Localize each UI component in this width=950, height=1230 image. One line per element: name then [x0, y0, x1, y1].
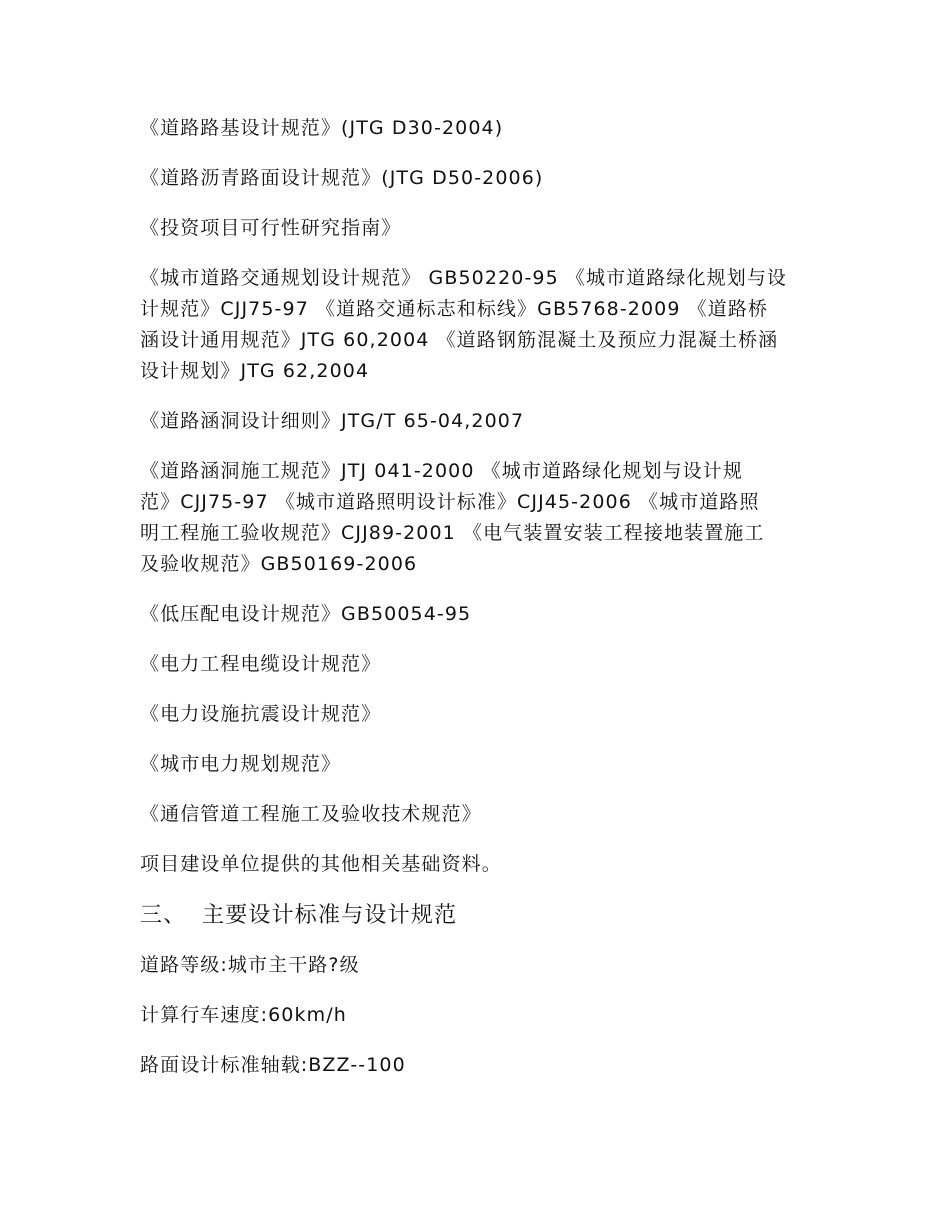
reference-item: [140, 263, 820, 387]
reference-line: 《电力工程电缆设计规范》: [140, 653, 382, 675]
reference-item: [140, 699, 820, 730]
reference-line: 《道路路基设计规范》(JTG D30-2004): [140, 117, 504, 139]
reference-item: [140, 649, 820, 680]
reference-item: [140, 213, 820, 244]
standard-line: 道路等级:城市主干路?级: [140, 954, 360, 976]
document-body: [140, 113, 820, 1100]
reference-item: [140, 749, 820, 780]
reference-item: [140, 799, 820, 830]
standard-line: 计算行车速度:60km/h: [140, 1004, 347, 1026]
standard-item: [140, 1050, 820, 1081]
reference-line: 《道路涵洞施工规范》JTJ 041-2000 《城市道路绿化规划与设计规: [140, 460, 743, 482]
reference-line: 《城市道路交通规划设计规范》 GB50220-95 《城市道路绿化规划与设: [140, 267, 788, 289]
reference-line: 设计规划》JTG 62,2004: [140, 360, 370, 382]
reference-item: [140, 849, 820, 880]
reference-item: [140, 406, 820, 437]
reference-line: 《低压配电设计规范》GB50054-95: [140, 603, 472, 625]
standard-item: [140, 1000, 820, 1031]
reference-line: 涵设计通用规范》JTG 60,2004 《道路钢筋混凝土及预应力混凝土桥涵: [140, 329, 779, 351]
reference-line: 《电力设施抗震设计规范》: [140, 703, 382, 725]
reference-line: 《道路沥青路面设计规范》(JTG D50-2006): [140, 167, 544, 189]
section-number: 三、: [140, 903, 187, 928]
reference-line: 及验收规范》GB50169-2006: [140, 553, 418, 575]
reference-line: 《通信管道工程施工及验收技术规范》: [140, 803, 482, 825]
section-heading: [140, 899, 820, 933]
reference-line: 《道路涵洞设计细则》JTG/T 65-04,2007: [140, 410, 525, 432]
reference-item: [140, 599, 820, 630]
reference-line: 项目建设单位提供的其他相关基础资料。: [140, 853, 502, 875]
reference-item: [140, 113, 820, 144]
reference-item: [140, 163, 820, 194]
standard-item: [140, 950, 820, 981]
reference-line: 计规范》CJJ75-97 《道路交通标志和标线》GB5768-2009 《道路桥: [140, 298, 769, 320]
section-title: 主要设计标准与设计规范: [202, 903, 458, 928]
reference-line: 《投资项目可行性研究指南》: [140, 217, 402, 239]
standard-line: 路面设计标准轴载:BZZ--100: [140, 1054, 406, 1076]
reference-line: 明工程施工验收规范》CJJ89-2001 《电气装置安装工程接地装置施工: [140, 522, 765, 544]
reference-item: [140, 456, 820, 580]
reference-line: 《城市电力规划规范》: [140, 753, 342, 775]
reference-line: 范》CJJ75-97 《城市道路照明设计标准》CJJ45-2006 《城市道路照: [140, 491, 760, 513]
